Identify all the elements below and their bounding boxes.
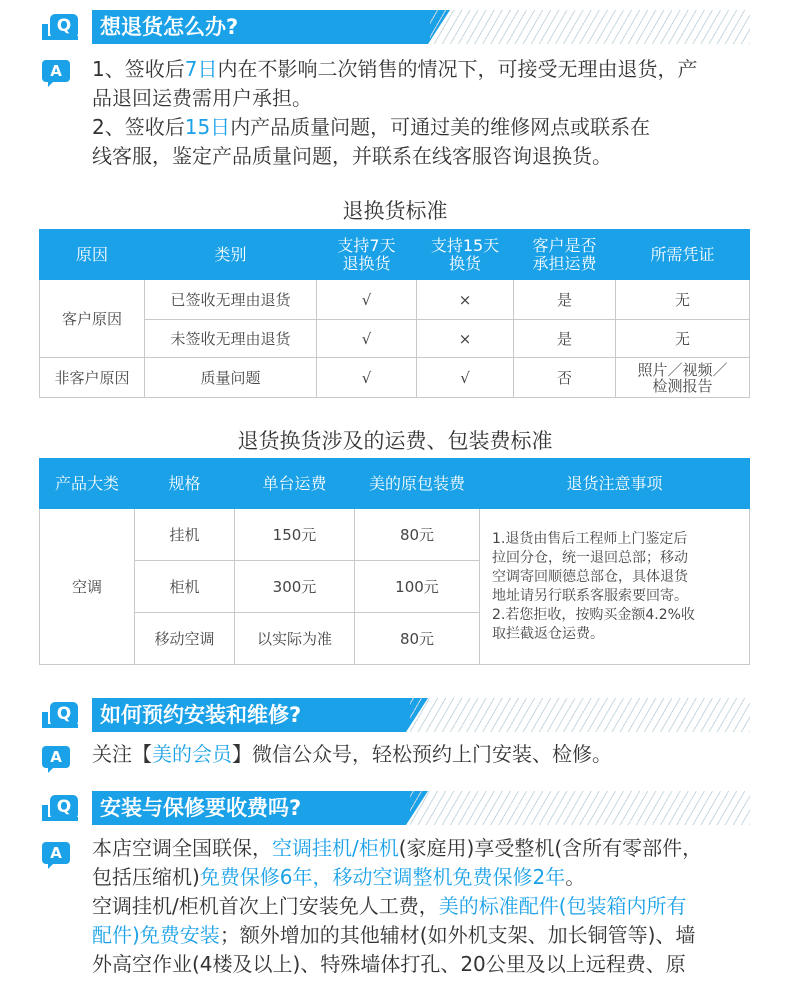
a-badge: A: [42, 746, 72, 772]
section-title: 想退货怎么办?: [92, 10, 428, 44]
cell: 300元: [235, 561, 355, 613]
cell: ×: [417, 320, 514, 358]
section-header-fees: [38, 791, 750, 825]
cell: √: [317, 320, 417, 358]
th-category: 类别: [145, 230, 317, 280]
th-7day: 支持7天 退换货: [317, 230, 417, 280]
cell: √: [317, 358, 417, 398]
cell: 是: [514, 280, 616, 320]
table-row: [40, 358, 750, 398]
return-standard-table: [39, 229, 750, 398]
cell: 无: [616, 320, 750, 358]
section-title: 如何预约安装和维修?: [92, 698, 406, 732]
th-spec: 规格: [135, 459, 235, 509]
cell: 是: [514, 320, 616, 358]
cell: 非客户原因: [40, 358, 145, 398]
stripe-decoration: [430, 10, 750, 44]
q-badge: Q: [38, 14, 82, 42]
cell: 未签收无理由退货: [145, 320, 317, 358]
q-badge: Q: [38, 702, 82, 730]
install-answer: 关注【美的会员】微信公众号，轻松预约上门安装、检修。: [92, 742, 612, 766]
cell: 80元: [355, 509, 480, 561]
cell: 移动空调: [135, 613, 235, 665]
cell: 以实际为准: [235, 613, 355, 665]
cell: 80元: [355, 613, 480, 665]
section-header-install: [38, 698, 750, 732]
th-proof: 所需凭证: [616, 230, 750, 280]
stripe-decoration: [410, 791, 750, 825]
cell: 已签收无理由退货: [145, 280, 317, 320]
cell: √: [317, 280, 417, 320]
table-row: [40, 509, 750, 561]
th-notes: 退货注意事项: [480, 459, 750, 509]
fee-answer: 本店空调全国联保，空调挂机/柜机(家庭用)享受整机(含所有零部件， 包括压缩机)免费保修6年，移动空调整机免费保修2年。 空调挂机/柜机首次上门安装免人工费，美的标准配件(包装箱内所有 配件)免费安装；额外增加的其他辅材(如外机支架、加长铜管等)、墙 外高空作业(4楼及以上)、特殊墙体打孔、20公里及以上远程费、原: [92, 836, 703, 976]
cell: 无: [616, 280, 750, 320]
th-product: 产品大类: [40, 459, 135, 509]
return-answer: 1、签收后7日内在不影响二次销售的情况下，可接受无理由退货，产 品退回运费需用户承担。 2、签收后15日内产品质量问题，可通过美的维修网点或联系在 线客服，鉴定产品质量问题，并联系在线客服咨询退换货。: [92, 57, 698, 168]
section-header-return: [38, 10, 750, 44]
cell-reason: 客户原因: [40, 280, 145, 358]
stripe-decoration: [410, 698, 750, 732]
cell: 100元: [355, 561, 480, 613]
cell: √: [417, 358, 514, 398]
cell: ×: [417, 280, 514, 320]
cell-notes: 1.退货由售后工程师上门鉴定后 拉回分仓，统一退回总部；移动 空调寄回顺德总部仓，具体退货 地址请另行联系客服索要回寄。 2.若您拒收，按购买金额4.2%收 取拦截返仓运费。: [480, 509, 750, 665]
cell-category: 空调: [40, 509, 135, 665]
th-reason: 原因: [40, 230, 145, 280]
q-badge: Q: [38, 795, 82, 823]
cell: 照片／视频／ 检测报告: [616, 358, 750, 398]
table1-title: 退换货标准: [342, 199, 448, 223]
cell: 质量问题: [145, 358, 317, 398]
table-row: [40, 320, 750, 358]
section-title: 安装与保修要收费吗?: [92, 791, 406, 825]
fee-standard-table: [39, 458, 750, 665]
th-packaging: 美的原包装费: [355, 459, 480, 509]
th-freight: 客户是否 承担运费: [514, 230, 616, 280]
a-badge: A: [42, 842, 72, 868]
th-15day: 支持15天 换货: [417, 230, 514, 280]
cell: 150元: [235, 509, 355, 561]
th-freight: 单台运费: [235, 459, 355, 509]
cell: 挂机: [135, 509, 235, 561]
table2-title: 退货换货涉及的运费、包装费标准: [237, 429, 553, 453]
cell: 柜机: [135, 561, 235, 613]
a-badge: A: [42, 60, 72, 86]
cell: 否: [514, 358, 616, 398]
table-row: [40, 280, 750, 320]
